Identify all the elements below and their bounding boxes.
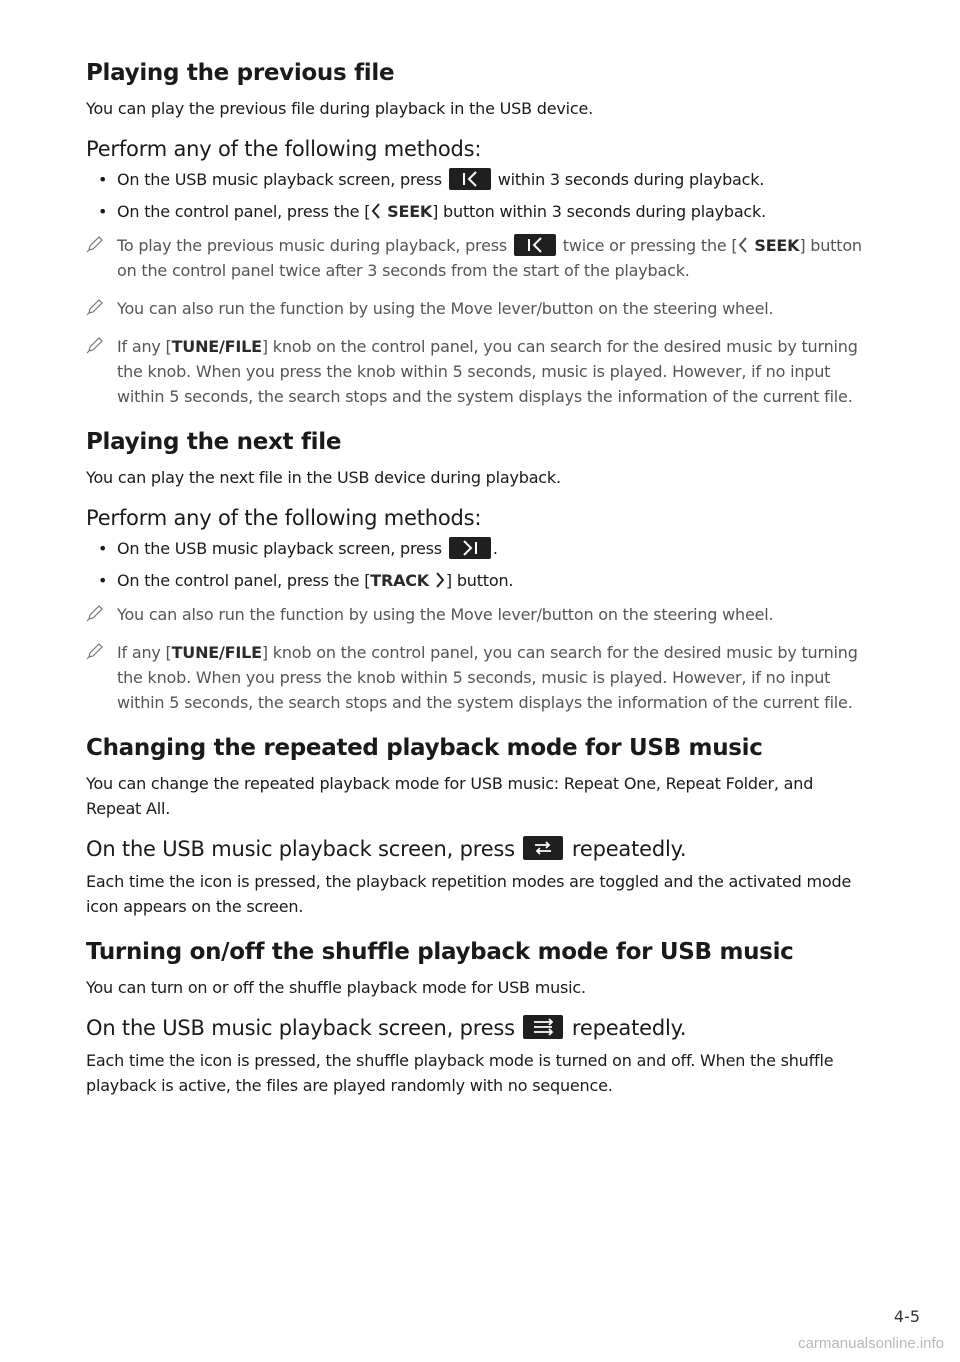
bullet-icon: • [98,170,108,189]
bullet-icon: • [98,571,108,590]
list-item: • On the USB music playback screen, press . [98,539,498,558]
section-next-file [86,429,870,715]
section-shuffle-mode [86,939,870,1098]
section-description: Each time the icon is pressed, the playback repetition modes are toggled and the activated mode icon appears on the screen. [86,872,852,916]
list-item: • On the control panel, press the [TRACK ] button. [98,571,514,590]
section-title: Playing the next file [86,429,342,455]
note: If any [TUNE/FILE] knob on the control panel, you can search for the desired music by turning the knob. When you press the knob within 5 seconds, music is played. However, if no input within 5 seconds, the search stops and the system displays the information of the current file. [86,640,870,715]
page-content [86,60,870,1118]
section-repeat-mode [86,735,870,919]
shuffle-icon [523,1015,563,1039]
section-title: Turning on/off the shuffle playback mode for USB music [86,939,794,965]
pencil-icon [86,604,104,622]
section-title: Changing the repeated playback mode for USB music [86,735,763,761]
subheading: On the USB music playback screen, press repeatedly. [86,1016,687,1040]
note: To play the previous music during playback, press twice or pressing the [ SEEK] button on the control panel twice after 3 seconds from the start of the playback. [86,233,870,283]
repeat-icon [523,836,563,860]
subheading: Perform any of the following methods: [86,137,482,161]
bullet-icon: • [98,202,108,221]
page-number: 4-5 [893,1307,920,1326]
note: If any [TUNE/FILE] knob on the control panel, you can search for the desired music by turning the knob. When you press the knob within 5 seconds, music is played. However, if no input within 5 seconds, the search stops and the system displays the information of the current file. [86,334,870,409]
pencil-icon [86,298,104,316]
section-intro: You can play the next file in the USB device during playback. [86,468,561,487]
subheading: On the USB music playback screen, press repeatedly. [86,837,687,861]
chevron-left-icon [370,202,382,220]
pencil-icon [86,642,104,660]
bullet-icon: • [98,539,108,558]
note: You can also run the function by using the Move lever/button on the steering wheel. [86,602,870,627]
watermark: carmanualsonline.info [798,1335,944,1352]
previous-track-icon [514,234,556,256]
section-intro: You can turn on or off the shuffle playback mode for USB music. [86,978,586,997]
section-intro: You can change the repeated playback mode for USB music: Repeat One, Repeat Folder, and Repeat All. [86,774,814,818]
section-intro: You can play the previous file during playback in the USB device. [86,99,594,118]
list-item: • On the USB music playback screen, press within 3 seconds during playback. [98,170,765,189]
method-list [86,169,870,222]
list-item: • On the control panel, press the [ SEEK] button within 3 seconds during playback. [98,202,766,221]
previous-track-icon [449,168,491,190]
subheading: Perform any of the following methods: [86,506,482,530]
pencil-icon [86,235,104,253]
pencil-icon [86,336,104,354]
chevron-right-icon [434,571,446,589]
note: You can also run the function by using the Move lever/button on the steering wheel. [86,296,870,321]
method-list [86,538,870,591]
section-previous-file [86,60,870,409]
section-description: Each time the icon is pressed, the shuffle playback mode is turned on and off. When the shuffle playback is active, the files are played randomly with no sequence. [86,1051,834,1095]
next-track-icon [449,537,491,559]
section-title: Playing the previous file [86,60,395,86]
chevron-left-icon [737,236,749,254]
